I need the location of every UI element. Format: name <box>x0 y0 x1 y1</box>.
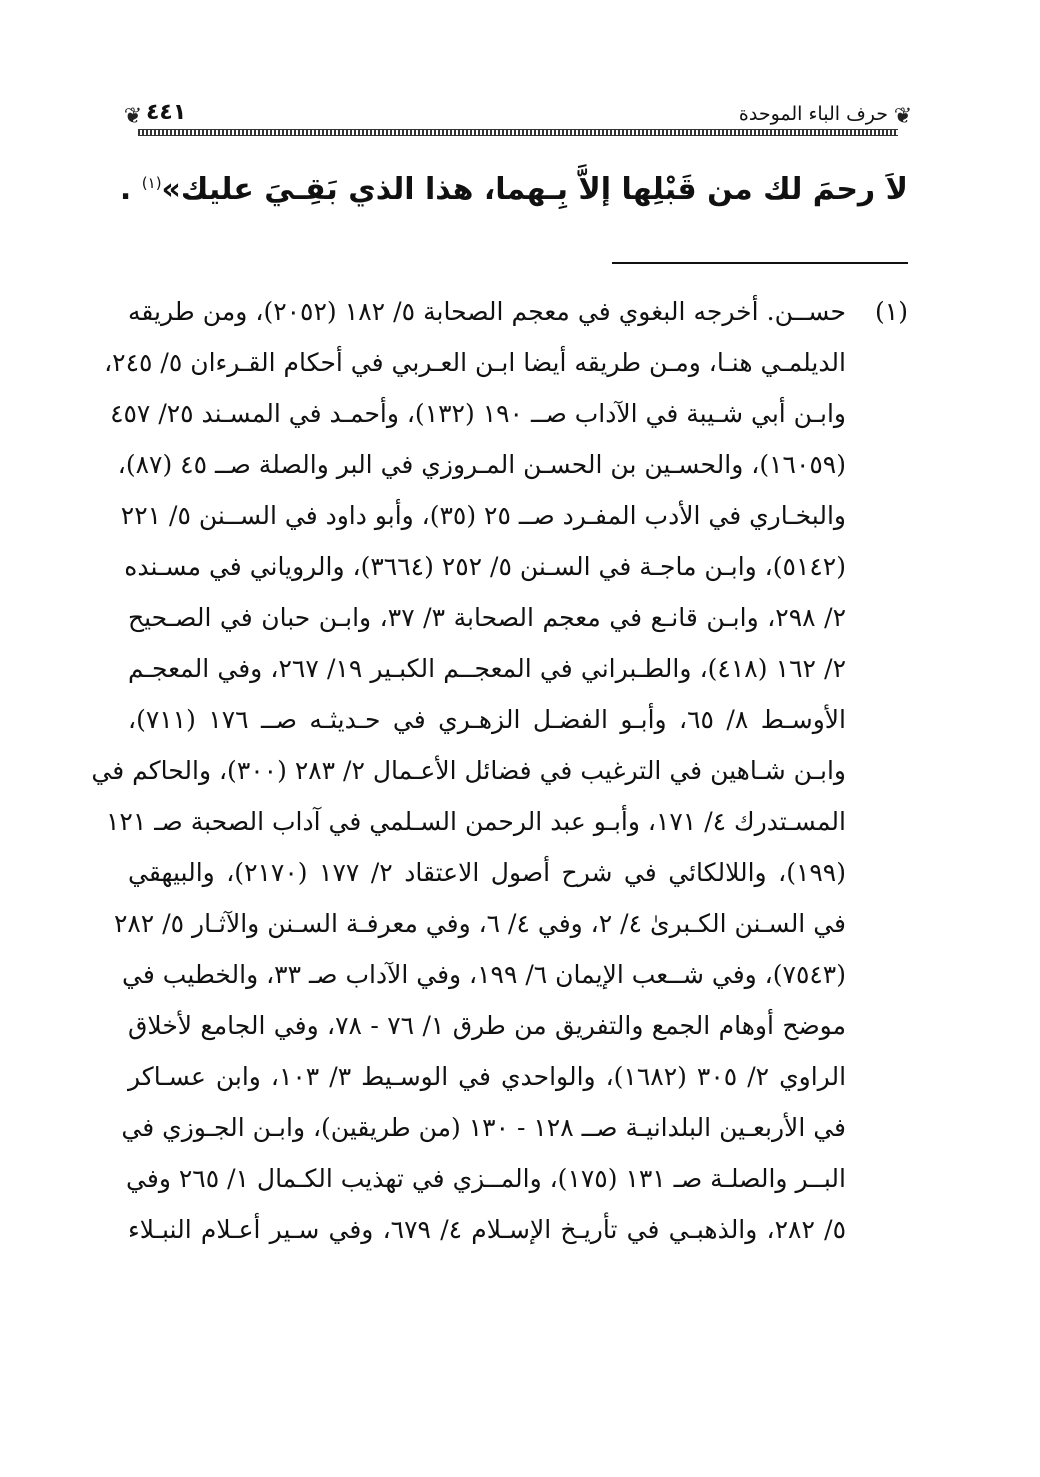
footnote-line: البــر والصلـة صـ ١٣١ (١٧٥)، والمــزي في تهذيب الكـمال ١/ ٢٦٥ وفي <box>126 1164 846 1193</box>
footnote-line: والبخـاري في الأدب المفـرد صــ ٢٥ (٣٥)، وأبو داود في الســنن ٥/ ٢٢١ <box>120 501 846 530</box>
header-rule <box>138 129 898 136</box>
footnote-line: (٥١٤٢)، وابـن ماجـة في السـنن ٥/ ٢٥٢ (٣٦٦٤)، والروياني في مسـنده <box>124 552 846 581</box>
running-title: حرف الباء الموحدة <box>738 103 888 125</box>
footnote-line: (١٦٠٥٩)، والحسـين بن الحسـن المـروزي في البر والصلة صــ ٤٥ (٨٧)، <box>117 450 846 479</box>
footnote-line: وابـن شـاهين في الترغيب في فضائل الأعـمال ٢/ ٢٨٣ (٣٠٠)، والحاكم في <box>91 756 846 785</box>
footnote-line: في الأربعـين البلدانيـة صــ ١٢٨ - ١٣٠ (من طريقين)، وابـن الجـوزي في <box>121 1113 846 1142</box>
footnote-line: موضح أوهام الجمع والتفريق من طرق ١/ ٧٦ - ٧٨، وفي الجامع لأخلاق <box>128 1011 846 1040</box>
footnote-line: ٥/ ٢٨٢، والذهبـي في تأريـخ الإسـلام ٤/ ٦٧٩، وفي سـير أعـلام النبـلاء <box>128 1215 847 1244</box>
main-text-line <box>119 160 908 213</box>
footnote-marker: (١) <box>875 297 908 326</box>
ornament-left-icon: ❦ <box>123 104 143 129</box>
main-text: لاَ رحمَ لك من قَبْلِها إلاَّ بِـهما، هذا الذي بَقِـيَ عليك» <box>161 172 908 207</box>
footnote-line: (٧٥٤٣)، وفي شــعب الإيمان ٦/ ١٩٩، وفي الآداب صـ ٣٣، والخطيب في <box>122 960 846 989</box>
footnote-line: ٢/ ٢٩٨، وابـن قانـع في معجم الصحابة ٣/ ٣٧، وابـن حبان في الصـحيح <box>128 603 847 632</box>
main-end-punctuation: . <box>119 172 142 207</box>
page-number: ٤٤١ <box>146 100 187 125</box>
footnote-line: الأوسـط ٨/ ٦٥، وأبـو الفضـل الزهـري في حـديثـه صــ ١٧٦ (٧١١)، <box>128 705 846 734</box>
footnote-line: وابـن أبي شـيبة في الآداب صــ ١٩٠ (١٣٢)، وأحمـد في المسـند ٢٥/ ٤٥٧ <box>110 399 846 428</box>
footnote-reference[interactable]: (١) <box>141 174 162 192</box>
footnote-line: (١٩٩)، واللالكائي في شرح أصول الاعتقاد ٢/ ١٧٧ (٢١٧٠)، والبيهقي <box>128 858 847 887</box>
footnote-body <box>91 292 847 1261</box>
footnote-line: حســن. أخرجه البغوي في معجم الصحابة ٥/ ١٨٢ (٢٠٥٢)، ومن طريقه <box>128 297 846 326</box>
footnote-line: الديلمـي هنـا، ومـن طريقه أيضا ابـن العـربي في أحكام القـرءان ٥/ ٢٤٥، <box>104 348 846 377</box>
footnote-line: ٢/ ١٦٢ (٤١٨)، والطـبراني في المعجــم الكبـير ١٩/ ٢٦٧، وفي المعجـم <box>128 654 847 683</box>
footnote-line: الراوي ٢/ ٣٠٥ (١٦٨٢)، والواحدي في الوسـيط ٣/ ١٠٣، وابن عسـاكر <box>128 1062 847 1091</box>
footnote-line: في السـنن الكـبرىٰ ٤/ ٢، وفي ٤/ ٦، وفي معرفـة السـنن والآثـار ٥/ ٢٨٢ <box>113 909 846 938</box>
ornament-right-icon: ❦ <box>893 104 913 129</box>
footnote-separator <box>612 262 908 264</box>
footnote-line: المسـتدرك ٤/ ١٧١، وأبـو عبد الرحمن السـلمي في آداب الصحبة صـ ١٢١ <box>105 807 846 836</box>
page-header <box>123 98 913 138</box>
